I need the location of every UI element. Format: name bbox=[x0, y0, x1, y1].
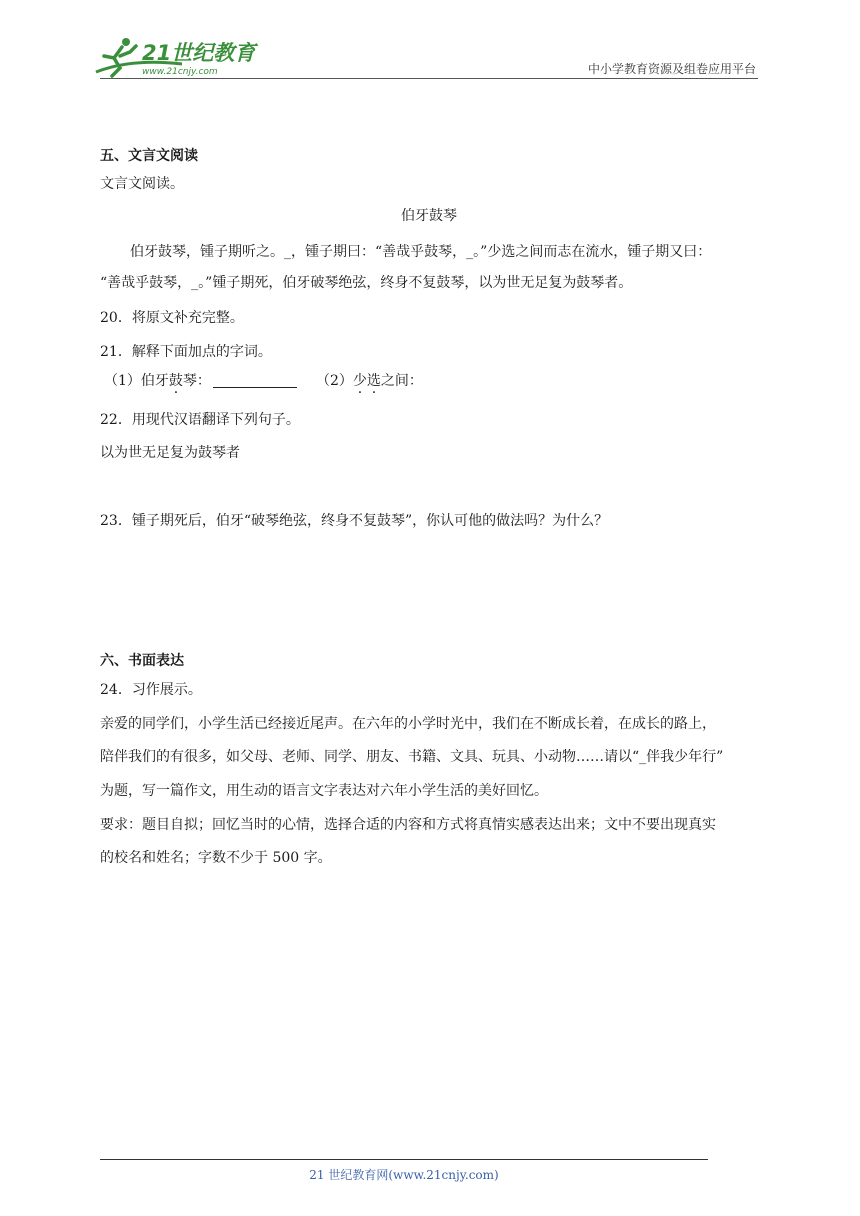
header-divider bbox=[100, 78, 758, 79]
q24-requirement-line-1: 要求：题目自拟；回忆当时的心情，选择合适的内容和方式将真情实感表达出来；文中不要出现真实 bbox=[100, 817, 716, 833]
question-22: 22．用现代汉语翻译下列句子。 bbox=[100, 412, 300, 428]
footer-link[interactable]: 21 世纪教育网(www.21cnjy.com) bbox=[309, 1168, 499, 1182]
q21-1-suffix: 琴： bbox=[182, 373, 211, 389]
q24-paragraph-line-1: 亲爱的同学们，小学生活已经接近尾声。在六年的小学时光中，我们在不断成长着，在成长的路上， bbox=[100, 716, 716, 732]
question-21: 21．解释下面加点的字词。 bbox=[100, 344, 272, 360]
q24-requirement-line-2: 的校名和姓名；字数不少于 500 字。 bbox=[100, 850, 332, 866]
question-21-item-1 bbox=[104, 371, 297, 391]
q21-1-prefix: （1）伯牙 bbox=[104, 373, 169, 389]
footer-divider bbox=[100, 1159, 708, 1160]
runner-logo-icon bbox=[92, 34, 262, 80]
section-5-intro: 文言文阅读。 bbox=[100, 176, 184, 192]
q21-2-dotted-char-1: 少 bbox=[352, 373, 367, 389]
q24-paragraph-line-2: 陪伴我们的有很多，如父母、老师、同学、朋友、书籍、文具、玩具、小动物……请以“_伴我少年行” bbox=[100, 749, 724, 765]
section-5-title: 五、文言文阅读 bbox=[100, 148, 198, 164]
passage-title: 伯牙鼓琴 bbox=[401, 208, 457, 224]
passage-line-1: 伯牙鼓琴，锺子期听之。_，锺子期曰：“善哉乎鼓琴，_。”少选之间而志在流水，锺子期又曰： bbox=[130, 244, 712, 260]
q24-paragraph-line-3: 为题，写一篇作文，用生动的语言文字表达对六年小学生活的美好回忆。 bbox=[100, 783, 548, 799]
question-23: 23．锺子期死后，伯牙“破琴绝弦，终身不复鼓琴”，你认可他的做法吗？为什么？ bbox=[100, 513, 609, 529]
q21-2-dotted-char-2: 选 bbox=[366, 373, 381, 389]
question-21-item-2 bbox=[316, 371, 423, 391]
q21-1-dotted-char: 鼓 bbox=[168, 373, 183, 389]
question-24: 24．习作展示。 bbox=[100, 682, 202, 698]
logo-url: www.21cnjy.com bbox=[142, 67, 218, 77]
q21-2-suffix: 之间： bbox=[380, 373, 423, 389]
question-20: 20．将原文补充完整。 bbox=[100, 310, 244, 326]
q21-2-prefix: （2） bbox=[316, 373, 353, 389]
section-6-title: 六、书面表达 bbox=[100, 653, 184, 669]
logo-text: 21世纪教育 bbox=[142, 41, 256, 65]
question-22-sentence: 以为世无足复为鼓琴者 bbox=[100, 445, 240, 461]
platform-name: 中小学教育资源及组卷应用平台 bbox=[587, 62, 756, 76]
q21-1-answer-blank[interactable] bbox=[213, 373, 297, 388]
passage-line-2: “善哉乎鼓琴，_。”锺子期死，伯牙破琴绝弦，终身不复鼓琴，以为世无足复为鼓琴者。 bbox=[100, 275, 633, 291]
logo bbox=[92, 34, 262, 80]
